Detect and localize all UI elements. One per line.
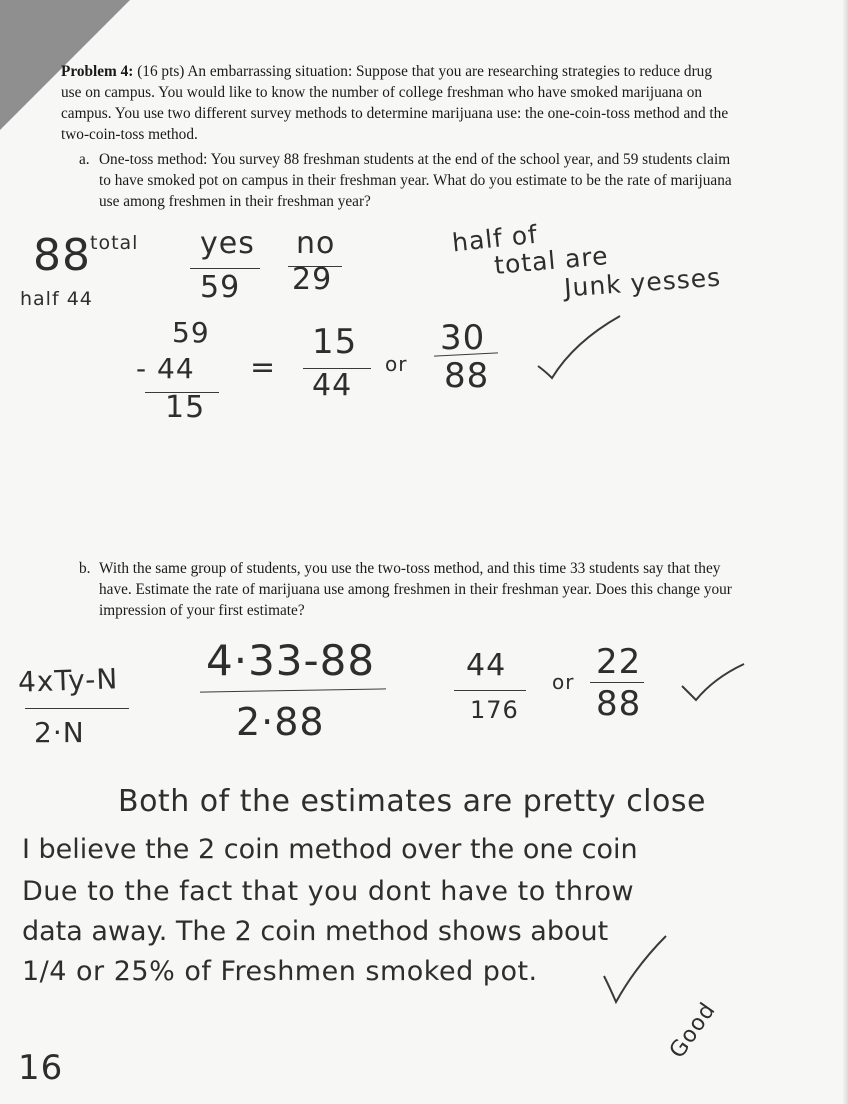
formula-numerator: 4xTy-N: [17, 662, 119, 699]
problem-text: An embarrassing situation: Suppose that you are researching strategies to reduce drug use on campus. You would like to know the number of college freshman who have smoked marijuana on campus. You use two different survey methods to determine marijuana use: the one-coin-toss method and the two-coin-toss method.: [61, 63, 729, 143]
problem-heading: Problem 4:: [61, 63, 134, 80]
fraction-b2-bar: [590, 682, 644, 683]
page-edge-shadow: [842, 0, 848, 1104]
fraction-b2-numerator: 22: [596, 642, 642, 682]
fraction-b2-denominator: 88: [596, 684, 642, 724]
calc-denominator: 2·88: [236, 700, 325, 744]
problem-statement: [61, 61, 733, 145]
fraction-2-denominator: 88: [444, 356, 490, 396]
yes-value: 59: [200, 270, 241, 305]
answer-line-2: I believe the 2 coin method over the one coin: [22, 834, 638, 865]
formula-bar: [25, 708, 129, 709]
grader-comment: Good: [664, 997, 721, 1064]
part-a-question: [79, 149, 734, 212]
part-b-text: With the same group of students, you use the two-toss method, and this time 33 students say that they have. Estimate the rate of marijuana use among freshmen in their freshman year. Does this change your impression of your first estimate?: [99, 560, 732, 619]
subtraction-result: 15: [165, 390, 206, 425]
no-label: no: [296, 226, 336, 261]
fraction-b1-denominator: 176: [470, 696, 519, 724]
part-b-label: b.: [79, 560, 91, 577]
total-number: 88: [33, 230, 91, 281]
note-line-1: half of: [450, 219, 540, 258]
fraction-1-numerator: 15: [312, 322, 358, 362]
subtraction-bottom: - 44: [136, 352, 195, 385]
answer-line-4: data away. The 2 coin method shows about: [22, 916, 609, 947]
note-line-2: total are: [492, 241, 610, 280]
fraction-b1-numerator: 44: [466, 648, 507, 683]
answer-line-5: 1/4 or 25% of Freshmen smoked pot.: [22, 956, 538, 987]
part-a-text: One-toss method: You survey 88 freshman students at the end of the school year, and 59 students claim to have smoked pot on campus in their freshman year. What do you estimate to be the rate of marijuana use among freshmen in their freshman year?: [99, 151, 732, 210]
half-note: half 44: [20, 288, 93, 310]
no-value: 29: [292, 262, 333, 297]
fraction-2-numerator: 30: [440, 318, 486, 358]
or-word-b: or: [552, 670, 575, 694]
checkmark-icon: [534, 312, 624, 382]
fraction-1-denominator: 44: [312, 368, 353, 403]
or-word-a: or: [385, 352, 408, 376]
checkmark-icon: [678, 660, 748, 706]
score: 16: [18, 1048, 64, 1088]
subtraction-top: 59: [172, 316, 210, 349]
total-word: total: [90, 232, 139, 254]
part-b-question: [79, 558, 734, 621]
yes-fraction-bar: [190, 268, 260, 269]
checkmark-icon: [600, 932, 670, 1008]
formula-denominator: 2·N: [34, 716, 85, 749]
calc-bar: [200, 688, 386, 692]
fraction-b1-bar: [454, 690, 526, 691]
equals-sign: =: [250, 350, 277, 385]
answer-line-1: Both of the estimates are pretty close: [118, 784, 706, 819]
calc-numerator: 4·33-88: [206, 636, 376, 685]
part-a-label: a.: [79, 151, 90, 168]
answer-line-3: Due to the fact that you dont have to throw: [22, 876, 635, 907]
yes-label: yes: [200, 226, 255, 261]
note-line-3: Junk yesses: [563, 262, 722, 303]
problem-points: (16 pts): [137, 63, 185, 80]
